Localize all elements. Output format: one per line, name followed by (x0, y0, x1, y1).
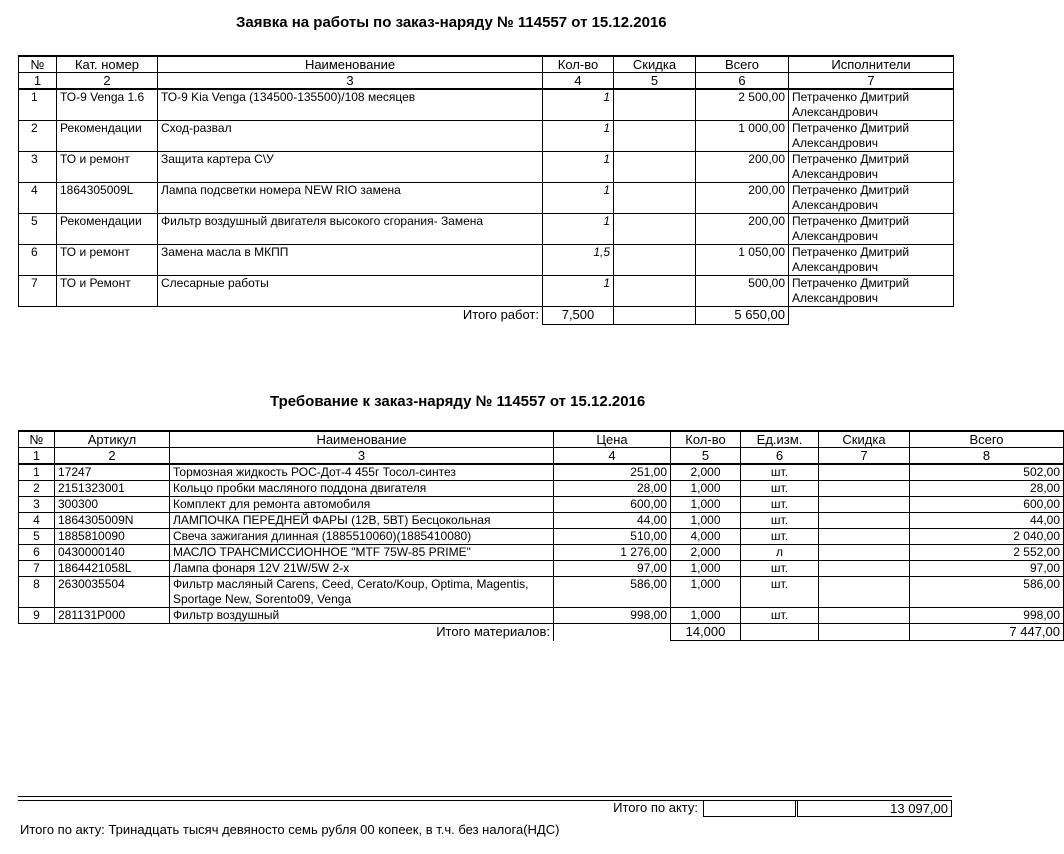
work-row (19, 152, 954, 183)
work-row-number: 1 (19, 89, 57, 121)
material-row-qty: 2,000 (671, 545, 741, 561)
material-row-discount (819, 464, 910, 481)
work-row-qty: 1 (543, 152, 614, 183)
column-number: 1 (19, 73, 57, 90)
work-row-catalog-number: ТО и ремонт (57, 245, 158, 276)
header-cell: Скидка (614, 56, 696, 73)
material-row (19, 464, 1064, 481)
work-row-catalog-number: Рекомендации (57, 214, 158, 245)
work-row (19, 276, 954, 307)
work-row-total: 200,00 (696, 214, 789, 245)
column-number: 2 (55, 448, 170, 465)
work-order-table (18, 55, 954, 325)
header-cell: № (19, 56, 57, 73)
work-row-executor: Петраченко Дмитрий Александрович (789, 183, 954, 214)
material-row-qty: 1,000 (671, 577, 741, 608)
work-order-colnum-row (19, 73, 954, 90)
material-row-number: 3 (19, 497, 55, 513)
work-row (19, 183, 954, 214)
material-row-discount (819, 545, 910, 561)
material-row-article: 1864421058L (55, 561, 170, 577)
materials-colnum-row (19, 448, 1064, 465)
work-row-catalog-number: 1864305009L (57, 183, 158, 214)
material-row-article: 17247 (55, 464, 170, 481)
work-row-number: 5 (19, 214, 57, 245)
work-row-discount (614, 245, 696, 276)
materials-table (18, 430, 1064, 641)
material-row-name: Фильтр воздушный (170, 608, 554, 624)
header-cell: Ед.изм. (741, 431, 819, 448)
material-row-total: 502,00 (910, 464, 1064, 481)
column-number: 6 (741, 448, 819, 465)
work-row-number: 7 (19, 276, 57, 307)
material-row-number: 1 (19, 464, 55, 481)
work-row-discount (614, 214, 696, 245)
work-row-executor: Петраченко Дмитрий Александрович (789, 245, 954, 276)
materials-total-label: Итого материалов: (436, 624, 550, 639)
work-row-executor: Петраченко Дмитрий Александрович (789, 89, 954, 121)
material-row-article: 1864305009N (55, 513, 170, 529)
work-row-name: Слесарные работы (158, 276, 543, 307)
total-label-cell (19, 624, 554, 641)
work-row-name: Защита картера С\У (158, 152, 543, 183)
material-row-discount (819, 513, 910, 529)
material-row-total: 2 040,00 (910, 529, 1064, 545)
material-row-discount (819, 481, 910, 497)
grand-total-label: Итого по акту: (613, 800, 698, 815)
work-row-number: 3 (19, 152, 57, 183)
work-row-catalog-number: Рекомендации (57, 121, 158, 152)
work-row-total: 1 050,00 (696, 245, 789, 276)
work-row-name: Фильтр воздушный двигателя высокого сгорания- Замена (158, 214, 543, 245)
column-number: 7 (789, 73, 954, 90)
material-row-qty: 1,000 (671, 561, 741, 577)
work-row (19, 245, 954, 276)
material-row (19, 561, 1064, 577)
material-row-qty: 1,000 (671, 481, 741, 497)
material-row-discount (819, 497, 910, 513)
work-row (19, 214, 954, 245)
work-row-discount (614, 276, 696, 307)
material-row-article: 300300 (55, 497, 170, 513)
material-row (19, 577, 1064, 608)
work-row-name: Лампа подсветки номера NEW RIO замена (158, 183, 543, 214)
material-row-qty: 1,000 (671, 513, 741, 529)
work-total-qty: 7,500 (543, 307, 614, 325)
material-row-unit: шт. (741, 577, 819, 608)
header-cell: Всего (696, 56, 789, 73)
work-row-total: 200,00 (696, 183, 789, 214)
work-row-name: Замена масла в МКПП (158, 245, 543, 276)
column-number: 5 (671, 448, 741, 465)
material-row-article: 2151323001 (55, 481, 170, 497)
material-row-qty: 4,000 (671, 529, 741, 545)
column-number: 4 (543, 73, 614, 90)
material-row-unit: шт. (741, 608, 819, 624)
material-row-name: Тормозная жидкость РОС-Дот-4 455г Тосол-синтез (170, 464, 554, 481)
material-row-number: 6 (19, 545, 55, 561)
material-row (19, 608, 1064, 624)
column-number: 3 (170, 448, 554, 465)
work-total-sum: 5 650,00 (696, 307, 789, 325)
material-row-discount (819, 561, 910, 577)
work-row-qty: 1 (543, 276, 614, 307)
work-row-executor: Петраченко Дмитрий Александрович (789, 121, 954, 152)
work-row-discount (614, 183, 696, 214)
material-row-number: 5 (19, 529, 55, 545)
material-row-price: 998,00 (554, 608, 671, 624)
material-row (19, 513, 1064, 529)
work-row-qty: 1 (543, 183, 614, 214)
material-row-price: 44,00 (554, 513, 671, 529)
work-row-number: 6 (19, 245, 57, 276)
material-row (19, 545, 1064, 561)
material-row-name: Фильтр масляный Carens, Ceed, Cerato/Koup, Optima, Magentis, Sportage New, Sorento09, Venga (170, 577, 554, 608)
work-row-discount (614, 121, 696, 152)
empty-cell (789, 307, 954, 325)
material-row-total: 586,00 (910, 577, 1064, 608)
work-row-qty: 1 (543, 214, 614, 245)
material-row-number: 7 (19, 561, 55, 577)
empty-cell (554, 624, 671, 641)
material-row-price: 510,00 (554, 529, 671, 545)
material-row-number: 9 (19, 608, 55, 624)
materials-total-discount (819, 624, 910, 641)
header-cell: Наименование (170, 431, 554, 448)
materials-total-qty: 14,000 (671, 624, 741, 641)
column-number: 4 (554, 448, 671, 465)
grand-total-in-words: Итого по акту: Тринадцать тысяч девяносто семь рубля 00 копеек, в т.ч. без налога(НДС) (20, 822, 560, 837)
materials-header-row (19, 431, 1064, 448)
grand-total-discount (703, 800, 796, 817)
work-row-total: 1 000,00 (696, 121, 789, 152)
material-row-unit: шт. (741, 497, 819, 513)
material-row-unit: л (741, 545, 819, 561)
material-row-unit: шт. (741, 561, 819, 577)
material-row-number: 4 (19, 513, 55, 529)
material-row-total: 2 552,00 (910, 545, 1064, 561)
work-row-number: 2 (19, 121, 57, 152)
material-row-discount (819, 529, 910, 545)
total-label-cell (19, 307, 543, 325)
material-row-total: 998,00 (910, 608, 1064, 624)
material-row-total: 28,00 (910, 481, 1064, 497)
grand-total-sum: 13 097,00 (797, 800, 952, 817)
materials-total-unit (741, 624, 819, 641)
material-row (19, 497, 1064, 513)
materials-total-sum: 7 447,00 (910, 624, 1064, 641)
work-order-total-row (19, 307, 954, 325)
work-order-header-row (19, 56, 954, 73)
material-row-discount (819, 608, 910, 624)
work-total-discount (614, 307, 696, 325)
material-row-name: Кольцо пробки масляного поддона двигателя (170, 481, 554, 497)
material-row-name: ЛАМПОЧКА ПЕРЕДНЕЙ ФАРЫ (12В, 5ВТ) Бесцокольная (170, 513, 554, 529)
work-order-title: Заявка на работы по заказ-наряду № 114557 от 15.12.2016 (236, 14, 667, 31)
header-cell: Исполнители (789, 56, 954, 73)
work-row-executor: Петраченко Дмитрий Александрович (789, 214, 954, 245)
column-number: 3 (158, 73, 543, 90)
material-row-price: 586,00 (554, 577, 671, 608)
column-number: 1 (19, 448, 55, 465)
work-row-number: 4 (19, 183, 57, 214)
material-row-total: 97,00 (910, 561, 1064, 577)
header-cell: Цена (554, 431, 671, 448)
material-row-article: 1885810090 (55, 529, 170, 545)
work-row (19, 121, 954, 152)
material-row-price: 251,00 (554, 464, 671, 481)
material-row (19, 481, 1064, 497)
header-cell: Наименование (158, 56, 543, 73)
material-row-number: 2 (19, 481, 55, 497)
column-number: 5 (614, 73, 696, 90)
material-row-price: 97,00 (554, 561, 671, 577)
column-number: 8 (910, 448, 1064, 465)
material-row-price: 600,00 (554, 497, 671, 513)
header-cell: Артикул (55, 431, 170, 448)
material-row-discount (819, 577, 910, 608)
material-row-number: 8 (19, 577, 55, 608)
materials-title: Требование к заказ-наряду № 114557 от 15.12.2016 (270, 393, 646, 410)
material-row-price: 28,00 (554, 481, 671, 497)
work-row-catalog-number: ТО и Ремонт (57, 276, 158, 307)
material-row-name: Свеча зажигания длинная (1885510060)(1885410080) (170, 529, 554, 545)
column-number: 7 (819, 448, 910, 465)
work-row (19, 89, 954, 121)
header-cell: № (19, 431, 55, 448)
material-row (19, 529, 1064, 545)
material-row-name: Лампа фонаря 12V 21W/5W 2-х (170, 561, 554, 577)
work-row-total: 2 500,00 (696, 89, 789, 121)
column-number: 6 (696, 73, 789, 90)
work-row-name: ТО-9 Kia Venga (134500-135500)/108 месяцев (158, 89, 543, 121)
material-row-name: МАСЛО ТРАНСМИССИОННОЕ "MTF 75W-85 PRIME" (170, 545, 554, 561)
material-row-unit: шт. (741, 529, 819, 545)
work-row-executor: Петраченко Дмитрий Александрович (789, 152, 954, 183)
header-cell: Кол-во (671, 431, 741, 448)
work-row-catalog-number: ТО и ремонт (57, 152, 158, 183)
material-row-name: Комплект для ремонта автомобиля (170, 497, 554, 513)
header-cell: Кат. номер (57, 56, 158, 73)
material-row-article: 0430000140 (55, 545, 170, 561)
work-row-total: 200,00 (696, 152, 789, 183)
work-total-label: Итого работ: (462, 307, 539, 322)
work-row-name: Сход-развал (158, 121, 543, 152)
work-row-discount (614, 89, 696, 121)
material-row-qty: 1,000 (671, 497, 741, 513)
column-number: 2 (57, 73, 158, 90)
materials-total-row (19, 624, 1064, 641)
work-row-total: 500,00 (696, 276, 789, 307)
material-row-unit: шт. (741, 481, 819, 497)
header-cell: Скидка (819, 431, 910, 448)
material-row-article: 2630035504 (55, 577, 170, 608)
material-row-qty: 2,000 (671, 464, 741, 481)
work-row-qty: 1 (543, 121, 614, 152)
header-cell: Всего (910, 431, 1064, 448)
material-row-total: 44,00 (910, 513, 1064, 529)
material-row-total: 600,00 (910, 497, 1064, 513)
material-row-price: 1 276,00 (554, 545, 671, 561)
work-row-catalog-number: ТО-9 Venga 1.6 (57, 89, 158, 121)
material-row-article: 281131P000 (55, 608, 170, 624)
material-row-unit: шт. (741, 464, 819, 481)
work-row-qty: 1,5 (543, 245, 614, 276)
work-row-qty: 1 (543, 89, 614, 121)
header-cell: Кол-во (543, 56, 614, 73)
work-row-discount (614, 152, 696, 183)
work-row-executor: Петраченко Дмитрий Александрович (789, 276, 954, 307)
material-row-unit: шт. (741, 513, 819, 529)
material-row-qty: 1,000 (671, 608, 741, 624)
